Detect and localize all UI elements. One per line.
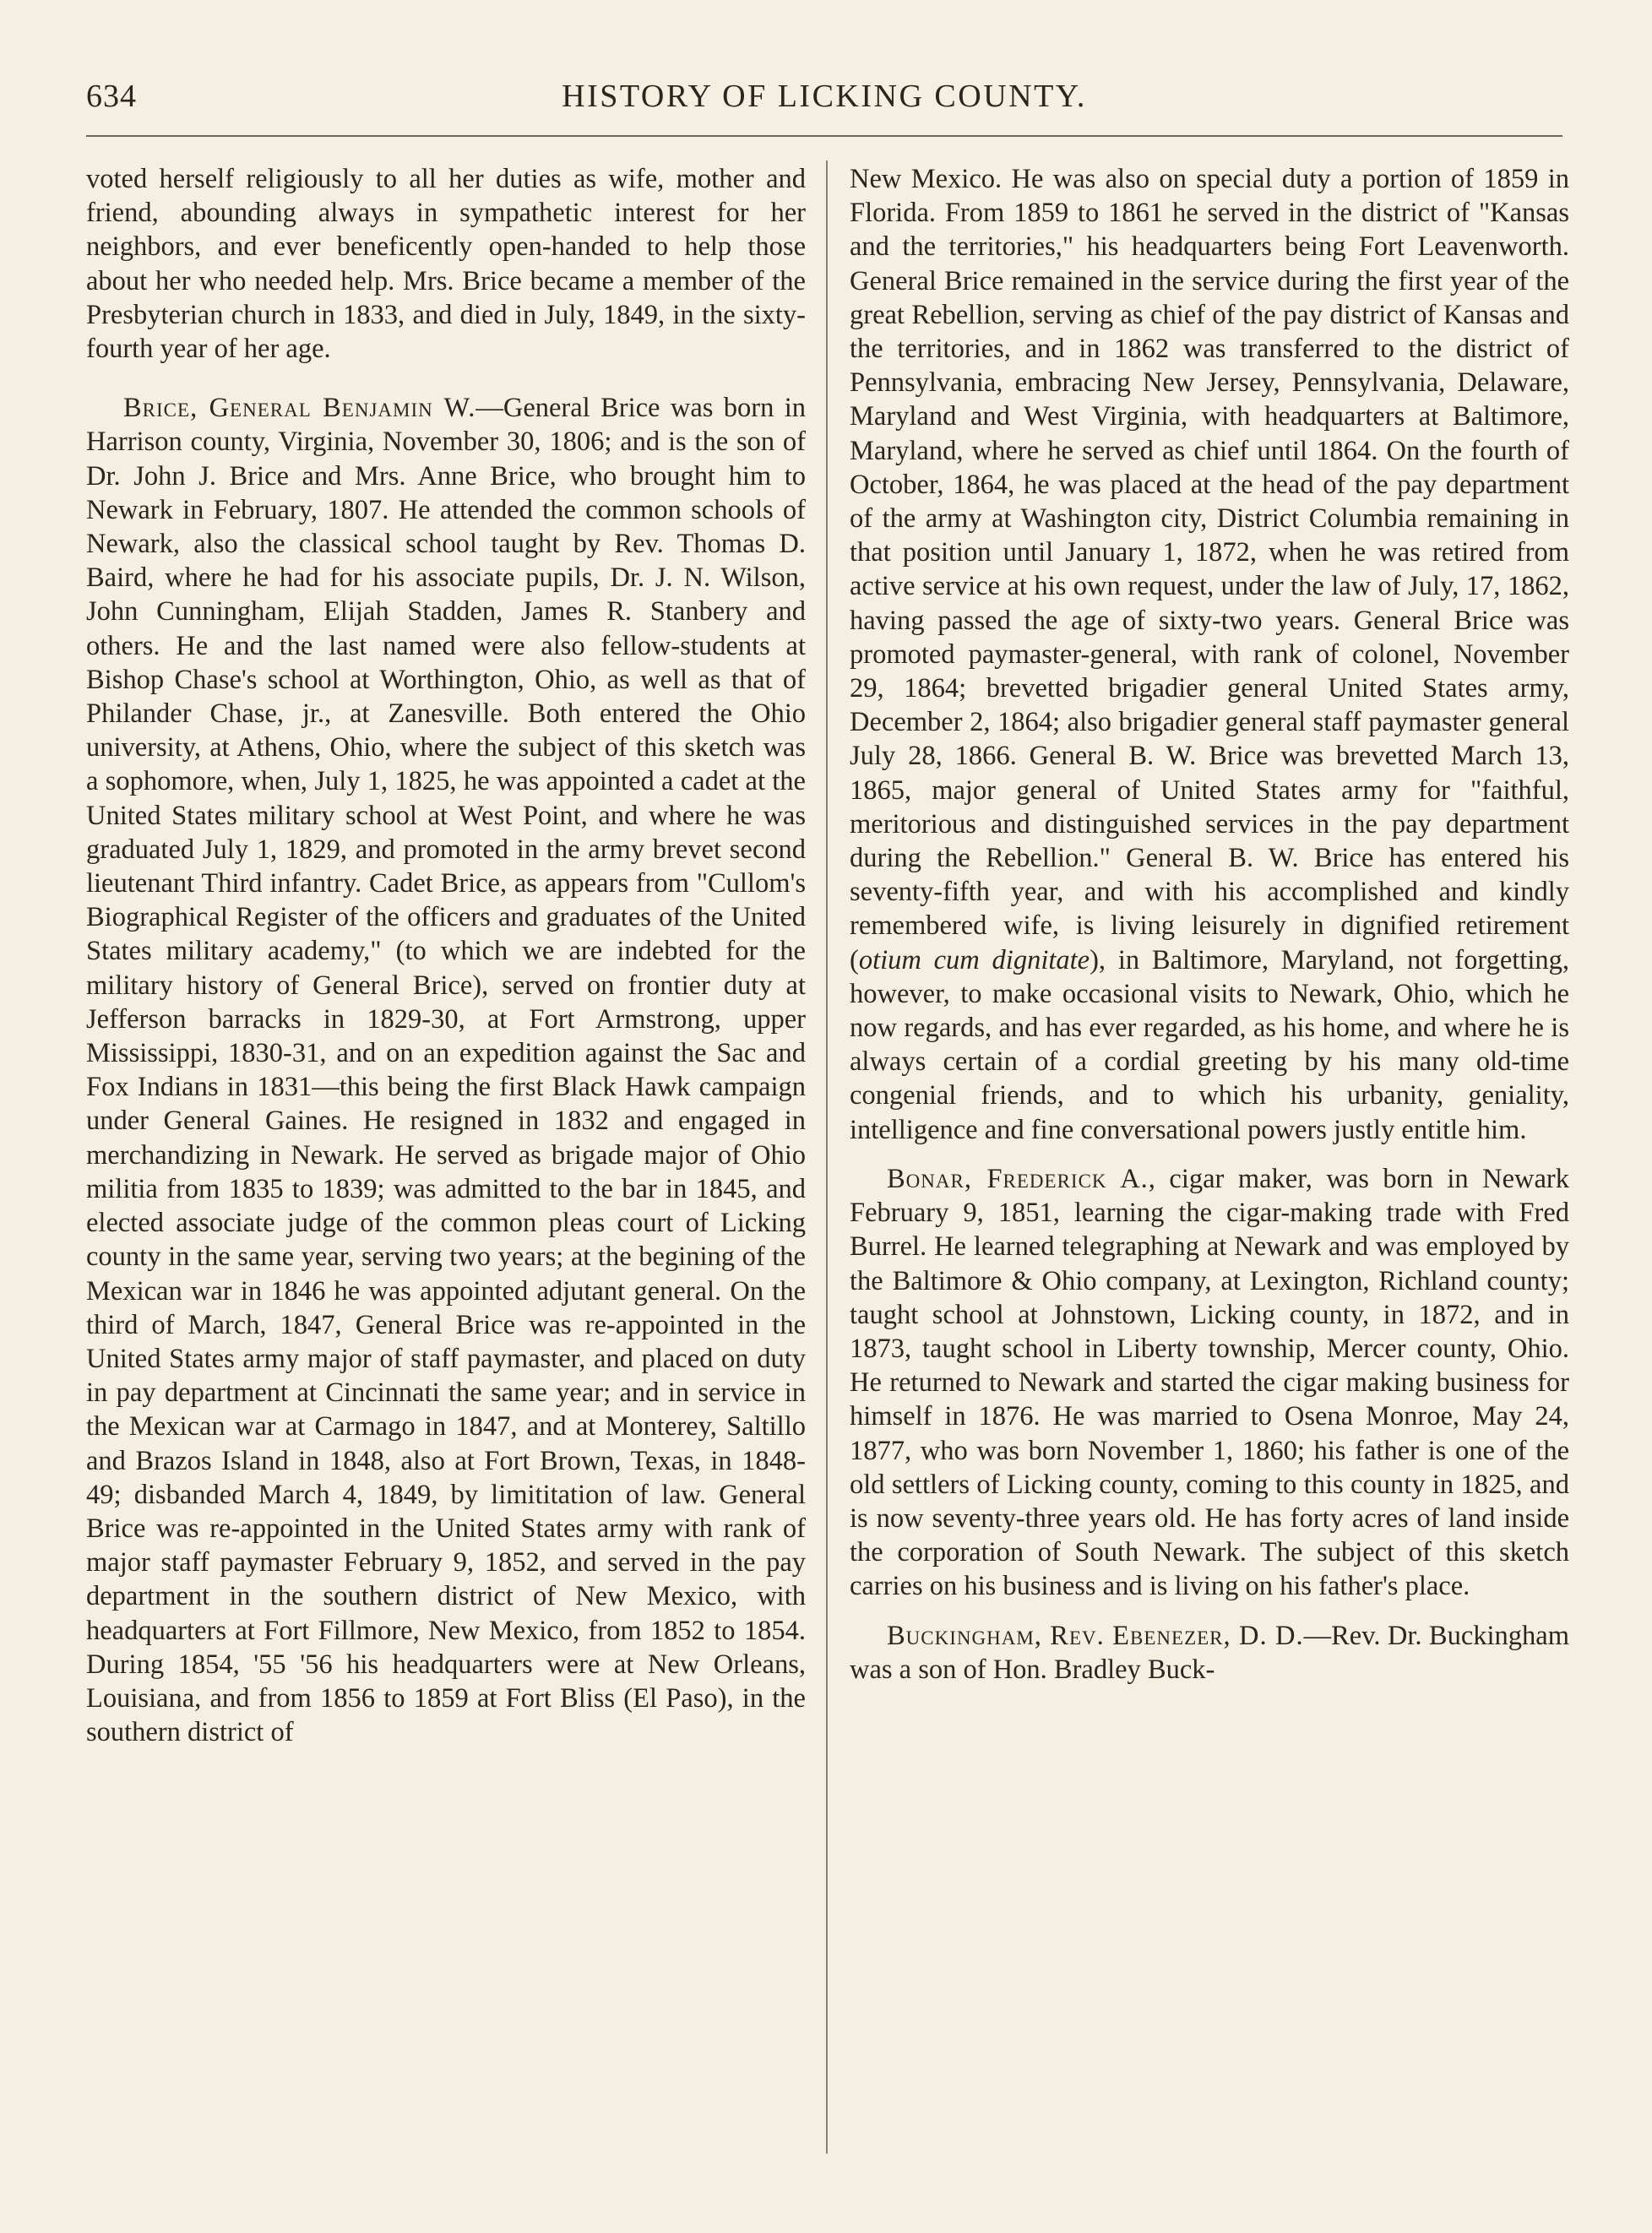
brice-biography-paragraph: [86, 391, 806, 1749]
running-title: HISTORY OF LICKING COUNTY.: [562, 79, 1087, 114]
brice-name: Brice, General Benjamin W.: [123, 393, 476, 424]
header-rule: [86, 135, 1562, 137]
right-column: [850, 162, 1569, 1687]
bonar-name: Bonar, Frederick A.: [887, 1163, 1149, 1194]
bonar-biography-paragraph: [850, 1162, 1569, 1604]
left-column: [86, 162, 806, 1749]
bonar-text: , cigar maker, was born in Newark February 9, 1851, learning the cigar-making trade with Fred Burrel. He learned telegraphing at Newark and was employed by the Baltimore & Ohio company, at Lexington, Richland county; taught school at Johnstown, Licking county, in 1872, and in 1873, taught school in Liberty township, Mercer county, Ohio. He returned to Newark and started the cigar making business for himself in 1876. He was married to Osena Monroe, May 24, 1877, who was born November 1, 1860; his father is one of the old settlers of Licking county, coming to this county in 1825, and is now seventy-three years old. He has forty acres of land inside the corporation of South Newark. The subject of this sketch carries on his business and is living on his father's place.: [850, 1163, 1569, 1602]
continuation-paragraph: voted herself religiously to all her duties as wife, mother and friend, abounding always in sympathetic interest for her neighbors, and ever beneficently open-handed to help those about her who needed help. Mrs. Brice became a member of the Presbyterian church in 1833, and died in July, 1849, in the sixty-fourth year of her age.: [86, 164, 806, 365]
column-divider: [826, 160, 828, 2154]
page-number: 634: [86, 79, 137, 114]
brice-continuation-paragraph: New Mexico. He was also on special duty a portion of 1859 in Florida. From 1859 to 1861 he served in the district of "Kansas and the territories," his headquarters being Fort Leavenworth. General Brice remained in the service during the first year of the great Rebellion, serving as chief of the pay district of Kansas and the territories, and in 1862 was transferred to the district of Pennsylvania, embracing New Jersey, Pennsylvania, Delaware, Maryland and West Virginia, with headquarters at Baltimore, Maryland, where he served as chief until 1864. On the fourth of October, 1864, he was placed at the head of the pay department of the army at Washington city, District Columbia remaining in that position until January 1, 1872, when he was retired from active service at his own request, under the law of July, 17, 1862, having passed the age of sixty-two years. General Brice was promoted paymaster-general, with rank of colonel, November 29, 1864; brevetted brigadier general United States army, December 2, 1864; also brigadier general staff paymaster general July 28, 1866. General B. W. Brice was brevetted March 13, 1865, major general of United States army for "faithful, meritorious and distinguished services in the pay department during the Rebellion." General B. W. Brice has entered his seventy-fifth year, and with his accomplished and kindly remembered wife, is living leisurely in dignified retirement (otium cum dignitate), in Baltimore, Maryland, not forgetting, however, to make occasional visits to Newark, Ohio, which he now regards, and has ever regarded, as his home, and where he is always certain of a cordial greeting by his many old-time congenial friends, and to which his urbanity, geniality, intelligence and fine conversational powers justly entitle him.: [850, 164, 1570, 1145]
latin-phrase: otium cum dignitate: [858, 944, 1090, 975]
page-header: [86, 78, 1562, 120]
buckingham-biography-paragraph: [850, 1619, 1569, 1687]
buckingham-name: Buckingham, Rev. Ebenezer, D. D.: [887, 1620, 1304, 1651]
brice-text: —General Brice was born in Harrison county, Virginia, November 30, 1806; and is the son of Dr. John J. Brice and Mrs. Anne Brice, who brought him to Newark in February, 1807. He attended the common schools of Newark, also the classical school taught by Rev. Thomas D. Baird, where he had for his associate pupils, Dr. J. N. Wilson, John Cunningham, Elijah Stadden, James R. Stanbery and others. He and the last named were also fellow-students at Bishop Chase's school at Worthington, Ohio, as well as that of Philander Chase, jr., at Zanesville. Both entered the Ohio university, at Athens, Ohio, where the subject of this sketch was a sophomore, when, July 1, 1825, he was appointed a cadet at the United States military school at West Point, and where he was graduated July 1, 1829, and promoted in the army brevet second lieutenant Third infantry. Cadet Brice, as appears from "Cullom's Biographical Register of the officers and graduates of the United States military academy," (to which we are indebted for the military history of General Brice), served on frontier duty at Jefferson barracks in 1829-30, at Fort Armstrong, upper Mississippi, 1830-31, and on an expedition against the Sac and Fox Indians in 1831—this being the first Black Hawk campaign under General Gaines. He resigned in 1832 and engaged in merchandizing in Newark. He served as brigade major of Ohio militia from 1835 to 1839; was admitted to the bar in 1845, and elected associate judge of the common pleas court of Licking county in the same year, serving two years; at the begining of the Mexican war in 1846 he was appointed adjutant general. On the third of March, 1847, General Brice was re-appointed in the United States army major of staff paymaster, and placed on duty in pay department at Cincinnati the same year; and in service in the Mexican war at Carmago in 1847, and at Monterey, Saltillo and Brazos Island in 1848, also at Fort Brown, Texas, in 1848-49; disbanded March 4, 1849, by limititation of law. General Brice was re-appointed in the United States army with rank of major staff paymaster February 9, 1852, and served in the pay department in the southern district of New Mexico, with headquarters at Fort Fillmore, New Mexico, from 1852 to 1854. During 1854, '55 '56 his headquarters were at New Orleans, Louisiana, and from 1856 to 1859 at Fort Bliss (El Paso), in the southern district of: [86, 393, 807, 1748]
buckingham-text: —Rev. Dr. Buckingham was a son of Hon. Bradley Buck-: [850, 1620, 1569, 1685]
